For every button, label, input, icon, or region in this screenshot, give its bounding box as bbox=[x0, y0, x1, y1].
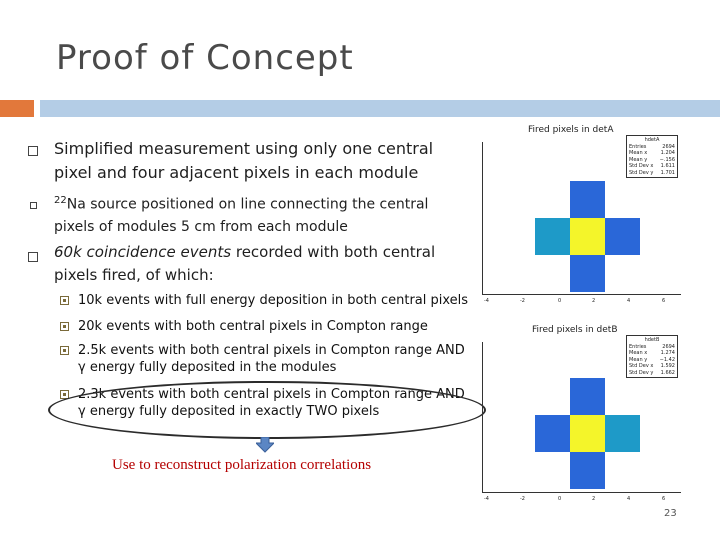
sub-bullet-compton: 20k events with both central pixels in Compton range bbox=[78, 319, 428, 334]
pixel-left bbox=[535, 218, 570, 255]
pixel-top bbox=[570, 378, 605, 415]
sub-bullet-marker bbox=[60, 296, 69, 305]
sub-bullet-two-pixels: 2.3k events with both central pixels in Compton range AND γ energy fully deposited in exactly TWO pixels bbox=[78, 387, 465, 419]
slide-title: Proof of Concept bbox=[56, 38, 354, 78]
x-tick: 6 bbox=[662, 496, 666, 502]
pixel-right bbox=[605, 415, 640, 452]
stats-box bbox=[626, 335, 678, 378]
stats-row: Mean y −.156 bbox=[629, 156, 675, 163]
sub-bullet-compton-full: 2.5k events with both central pixels in Compton range AND γ energy fully deposited in the modules bbox=[78, 343, 465, 375]
stats-row: Mean y −1.42 bbox=[629, 356, 675, 363]
x-tick: -4 bbox=[484, 496, 489, 502]
accent-bar-orange bbox=[0, 100, 34, 117]
stats-row: Std Dev y 1.701 bbox=[629, 169, 675, 176]
accent-bar-blue bbox=[40, 100, 720, 117]
pixel-center bbox=[570, 218, 605, 255]
x-tick: -2 bbox=[520, 298, 525, 304]
bullet-marker bbox=[30, 202, 37, 209]
x-tick: -4 bbox=[484, 298, 489, 304]
sub-bullet-marker bbox=[60, 322, 69, 331]
pixel-left bbox=[535, 415, 570, 452]
x-tick: 4 bbox=[627, 298, 631, 304]
stats-row: Mean x 1.274 bbox=[629, 350, 675, 356]
bullet-marker bbox=[28, 146, 38, 156]
stats-row: Entries 2694 bbox=[629, 343, 675, 350]
down-arrow-icon bbox=[256, 437, 274, 453]
pixel-top bbox=[570, 181, 605, 218]
x-tick: 2 bbox=[592, 496, 596, 502]
plot-det-a bbox=[470, 122, 680, 317]
bullet-marker bbox=[28, 252, 38, 262]
callout-text: Use to reconstruct polarization correlations bbox=[112, 457, 372, 473]
x-tick: 4 bbox=[627, 496, 631, 502]
stats-name: hdetB bbox=[644, 337, 660, 343]
bullet-coincidence bbox=[54, 241, 454, 287]
bullet-source bbox=[54, 190, 459, 238]
stats-row: Std Dev x 1.611 bbox=[629, 163, 675, 169]
bullet-emphasis: 60k coincidence events bbox=[54, 243, 232, 261]
stats-row: Std Dev x 1.592 bbox=[629, 363, 675, 369]
stats-row: Entries 2694 bbox=[629, 143, 675, 150]
x-tick: 2 bbox=[592, 298, 596, 304]
bullet-simplified bbox=[54, 137, 454, 185]
sub-bullet-marker bbox=[60, 346, 69, 355]
plot-title: Fired pixels in detB bbox=[532, 325, 618, 335]
x-tick: 6 bbox=[662, 298, 666, 304]
x-tick: -2 bbox=[520, 496, 525, 502]
pixel-bottom bbox=[570, 452, 605, 489]
stats-box bbox=[626, 135, 678, 178]
isotope-superscript: 22 bbox=[54, 195, 67, 206]
pixel-bottom bbox=[570, 255, 605, 292]
page-number: 23 bbox=[664, 508, 677, 519]
sub-bullet-full-energy: 10k events with full energy deposition in both central pixels bbox=[78, 293, 469, 308]
pixel-center bbox=[570, 415, 605, 452]
stats-name: hdetA bbox=[644, 137, 660, 143]
pixel-right bbox=[605, 218, 640, 255]
bullet-text: Simplified measurement using only one central pixel and four adjacent pixels in each module bbox=[54, 139, 434, 182]
highlight-ellipse bbox=[48, 381, 486, 439]
plot-title: Fired pixels in detA bbox=[528, 125, 614, 135]
bullet-text: Na source positioned on line connecting the central pixels of modules 5 cm from each module bbox=[54, 196, 429, 235]
bullet-text: recorded with both central pixels fired, of which: bbox=[54, 243, 436, 284]
x-tick: 0 bbox=[558, 298, 562, 304]
plot-det-b bbox=[470, 320, 680, 510]
stats-row: Mean x 1.204 bbox=[629, 150, 675, 156]
stats-row: Std Dev y 1.662 bbox=[629, 369, 675, 376]
x-tick: 0 bbox=[558, 496, 562, 502]
